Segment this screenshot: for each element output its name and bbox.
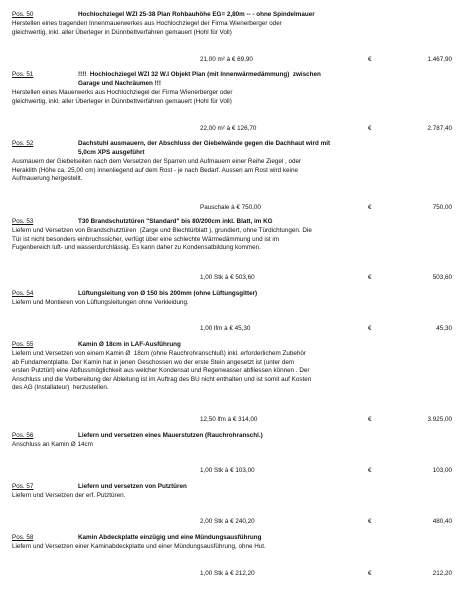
position-item bbox=[12, 218, 452, 281]
position-total: 1.467,90 bbox=[427, 56, 452, 63]
position-total: 503,60 bbox=[432, 274, 452, 281]
currency-symbol: € bbox=[368, 325, 372, 332]
currency-symbol: € bbox=[368, 56, 372, 63]
position-description: Liefern und Versetzen einer Kaminabdeckplatte und einer Mündungsausführung, ohne Hut. bbox=[12, 543, 266, 550]
position-total: 103,00 bbox=[432, 467, 452, 474]
position-number: Pos. 58 bbox=[12, 534, 34, 541]
currency-symbol: € bbox=[368, 518, 372, 525]
currency-symbol: € bbox=[368, 274, 372, 281]
position-number: Pos. 52 bbox=[12, 140, 34, 147]
position-description: Anschluss an Kamin Ø 14cm bbox=[12, 441, 93, 448]
quantity-unit-price: Pauschale à € 750,00 bbox=[200, 204, 261, 211]
price-line bbox=[12, 467, 452, 476]
price-line bbox=[12, 56, 452, 65]
position-title: Kamin Ø 18cm in LAF-Ausführung bbox=[78, 341, 181, 348]
position-title: Kamin Abdeckplatte einzügig und eine Mündungsausführung bbox=[78, 534, 262, 541]
position-description: Herstellen eines tragenden Innenmauerwerkes aus Hochlochziegel der Firma Wienerberger oder gleichwertig, inkl. aller Überleger in Dünnbettverfahren gemauert (Hohl für Voll) bbox=[12, 20, 282, 36]
position-item bbox=[12, 11, 452, 63]
position-title: Hochlochziegel WZI 25-38 Plan Rohbauhöhe EG= 2,80m -- - ohne Spindelmauer bbox=[78, 11, 315, 18]
currency-symbol: € bbox=[368, 570, 372, 577]
position-title: Liefern und versetzen von Putztüren bbox=[78, 483, 187, 490]
price-line bbox=[12, 416, 452, 425]
position-title: Dachstuhl ausmauern, der Abschluss der Giebelwände gegen die Dachhaut wird mit 5,0cm XPS ausgeführt bbox=[78, 140, 331, 156]
price-line bbox=[12, 518, 452, 527]
position-title: Liefern und versetzen eines Mauerstutzen (Rauchrohranschl.) bbox=[78, 432, 263, 439]
price-line bbox=[12, 325, 452, 334]
price-line bbox=[12, 125, 452, 134]
position-item bbox=[12, 140, 452, 211]
position-description: Liefern und Versetzen der erf. Putztüren. bbox=[12, 492, 126, 499]
position-description: Liefern und Versetzen von einem Kamin Ø 18cm (ohne Rauchrohranschluß) inkl. erforderlichem Zubehör ab Fundamentplatte. Der Kamin hat in jenen Geschossen wo der erste Stein angesetzt ist (unter dem ersten Putztürl) eine Abflussmöglichkeit aus welcher Kondensat und Regenwasser abfliessen können . Der Anschluss und die Vorbereitung der Ableitung ist im Auftrag des BU nicht enthalten und ist somit auf Kosten des AG (Installateur) herzustellen. bbox=[12, 350, 312, 392]
position-number: Pos. 50 bbox=[12, 11, 34, 18]
price-line bbox=[12, 570, 452, 579]
position-item bbox=[12, 71, 452, 132]
quantity-unit-price: 22,00 m² à € 126,70 bbox=[200, 125, 257, 132]
position-total: 3.925,00 bbox=[427, 416, 452, 423]
position-number: Pos. 54 bbox=[12, 290, 34, 297]
position-title: Lüftungsleitung von Ø 150 bis 200mm (ohne Lüftungsgitter) bbox=[78, 290, 258, 297]
position-description: Ausmauern der Giebelseiten nach dem Versetzen der Sparren und Aufmauern einer Reihe Ziegel , oder Heraklith (Höhe ca. 25,00 cm) innenliegend auf dem Rost - je nach Bedarf. Aussen am Rost wird keine Aufmauerung hergestellt. bbox=[12, 158, 302, 183]
quantity-unit-price: 21,00 m² à € 69,90 bbox=[200, 56, 253, 63]
position-total: 750,00 bbox=[432, 204, 452, 211]
position-description: Liefern und Montieren von Lüftungsleitungen ohne Verkleidung. bbox=[12, 299, 189, 306]
quantity-unit-price: 12,50 lfm à € 314,00 bbox=[200, 416, 258, 423]
price-line bbox=[12, 204, 452, 213]
position-total: 212,20 bbox=[432, 570, 452, 577]
position-item bbox=[12, 290, 452, 332]
quantity-unit-price: 1,00 Stk à € 103,00 bbox=[200, 467, 255, 474]
quantity-unit-price: 1,00 lfm à € 45,30 bbox=[200, 325, 251, 332]
price-line bbox=[12, 274, 452, 283]
currency-symbol: € bbox=[368, 416, 372, 423]
position-title: T30 Brandschutztüren "Standard" bis 80/200cm inkl. Blatt, im KG bbox=[78, 218, 273, 225]
quantity-unit-price: 1,00 Stk à € 212,20 bbox=[200, 570, 255, 577]
currency-symbol: € bbox=[368, 125, 372, 132]
position-total: 2.787,40 bbox=[427, 125, 452, 132]
position-description: Herstellen eines Mauerwerks aus Hochlochziegel der Firma Wienerberger oder gleichwertig, inkl. aller Überleger in Dünnbettverfahren gemauert (Hohl für Voll) bbox=[12, 89, 233, 105]
position-description: Liefern und Versetzen von Brandschutztüren (Zarge und Blechtürblatt ), grundiert, ohne Türdichtungen. Die Tür ist nicht besonders einbruchssicher, verfügt über eine schlechte Wärmedämmung und ist im Fugenbereich luft- und wasserdurchlässig. Es kann daher zu Kondensatbildung kommen. bbox=[12, 227, 312, 252]
position-total: 480,40 bbox=[432, 518, 452, 525]
position-item bbox=[12, 534, 452, 577]
position-item bbox=[12, 483, 452, 525]
position-number: Pos. 55 bbox=[12, 341, 34, 348]
position-number: Pos. 56 bbox=[12, 432, 34, 439]
position-title: !!!! Hochlochziegel WZI 32 W.I Objekt Plan (mit Innenwärmedämmung) zwischen Garage und Nachräumen !!! bbox=[78, 71, 321, 87]
currency-symbol: € bbox=[368, 204, 372, 211]
position-item bbox=[12, 341, 452, 423]
position-item bbox=[12, 432, 452, 474]
currency-symbol: € bbox=[368, 467, 372, 474]
position-number: Pos. 57 bbox=[12, 483, 34, 490]
position-total: 45,30 bbox=[436, 325, 452, 332]
quantity-unit-price: 2,00 Stk à € 240,20 bbox=[200, 518, 255, 525]
quantity-unit-price: 1,00 Stk à € 503,60 bbox=[200, 274, 255, 281]
position-number: Pos. 51 bbox=[12, 71, 34, 78]
position-number: Pos. 53 bbox=[12, 218, 34, 225]
